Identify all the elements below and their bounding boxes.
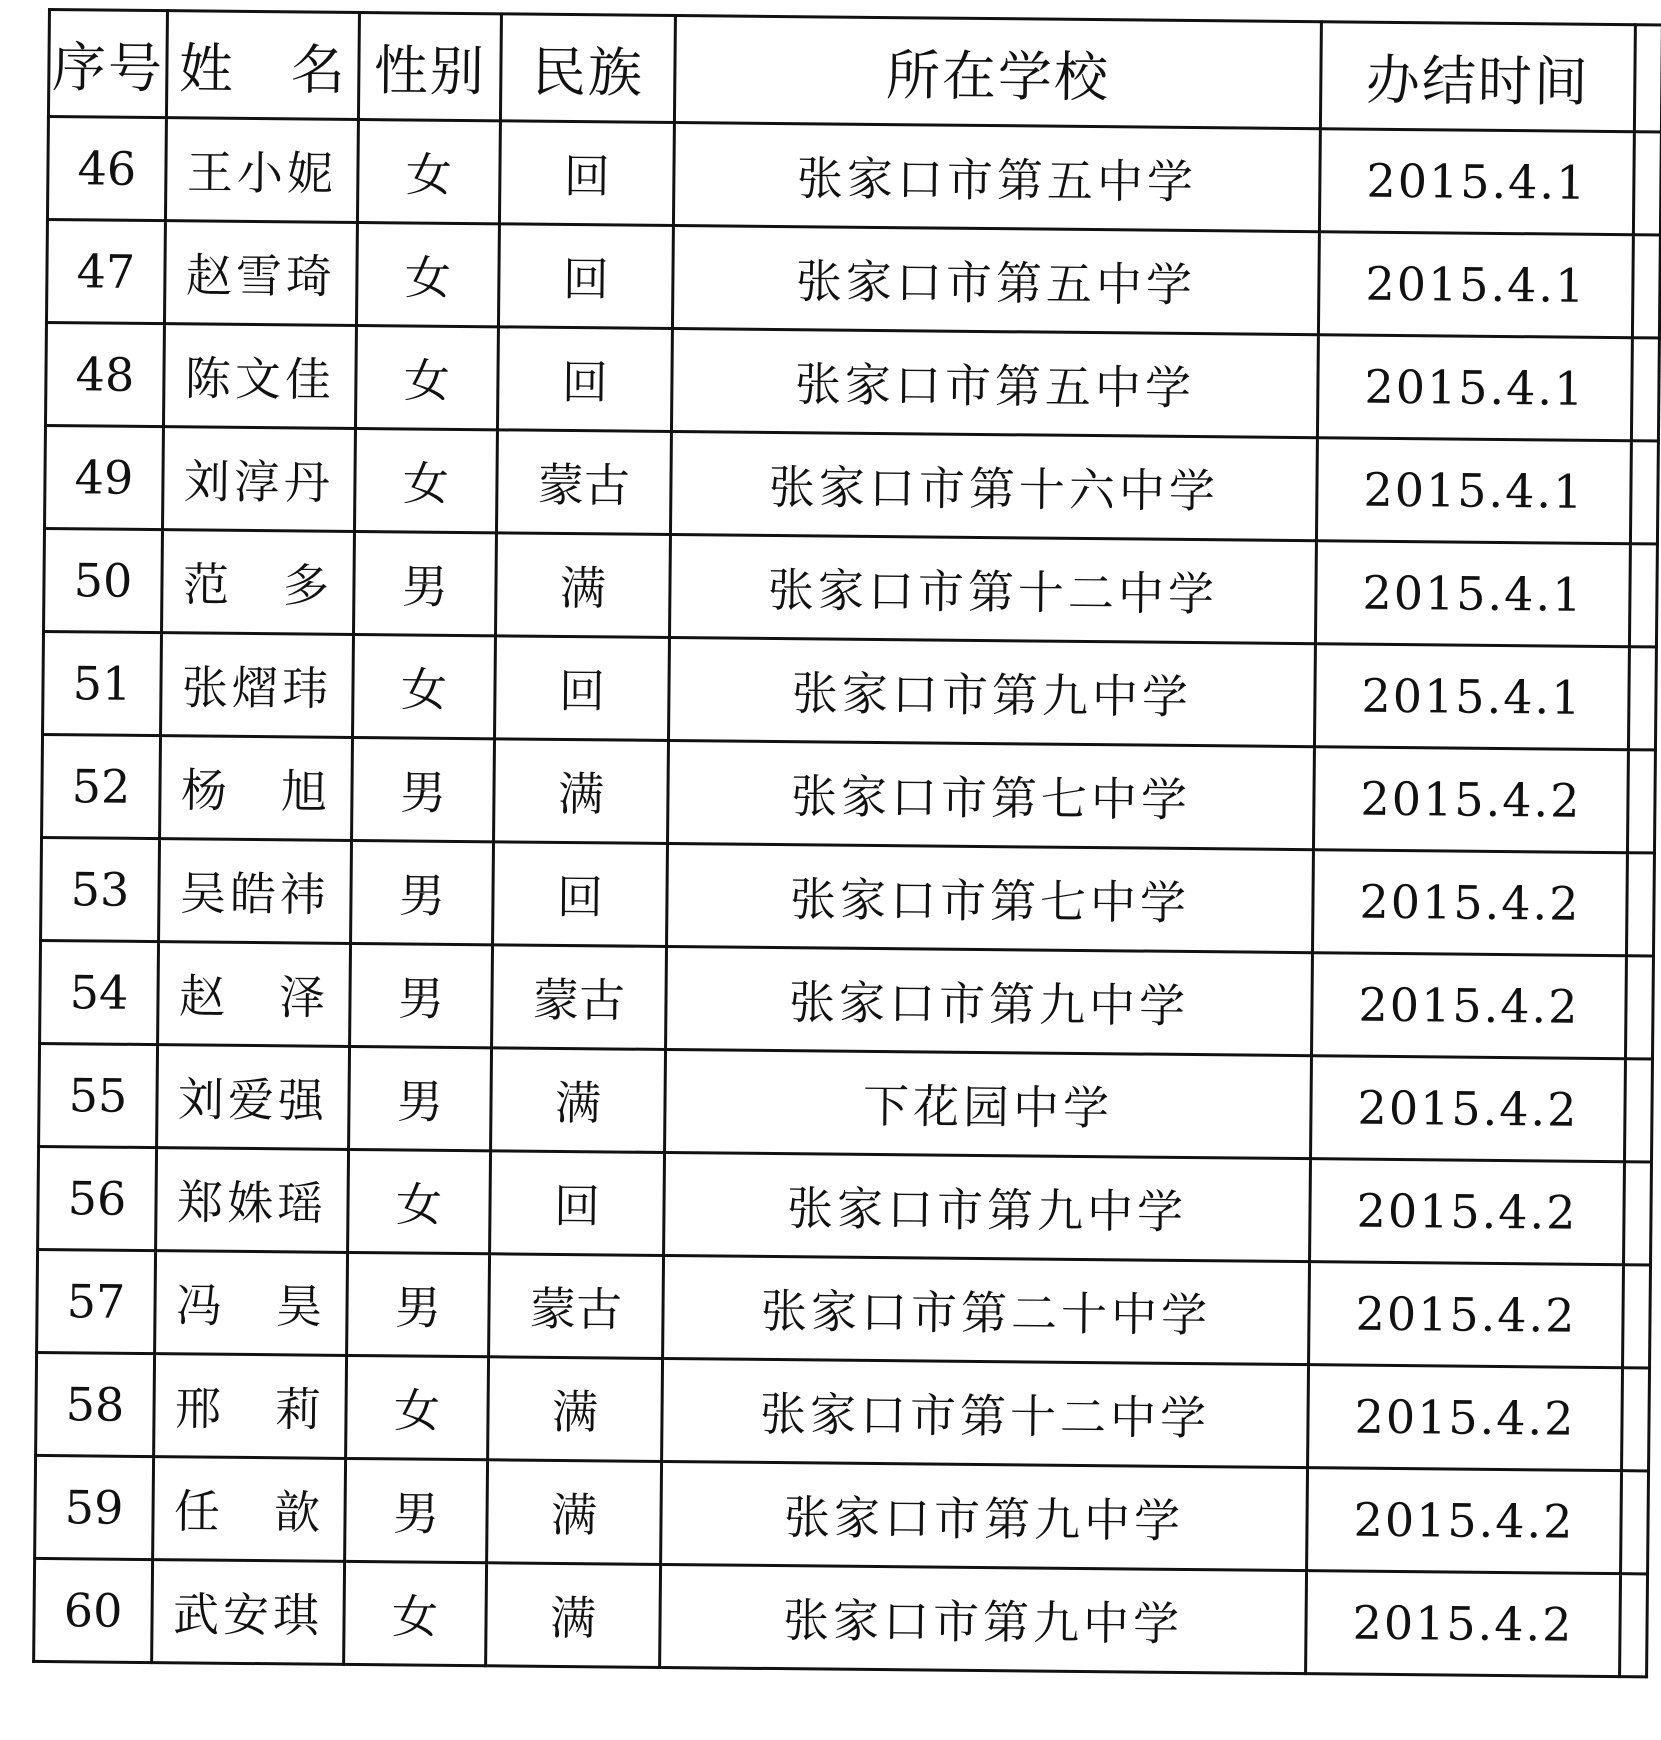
name-cell: 郑姝瑶 [156, 1148, 349, 1253]
name-cell: 杨 旭 [160, 736, 353, 841]
name-cell: 王小妮 [165, 118, 358, 223]
ethnicity-cell: 满 [486, 1563, 661, 1668]
table-row [36, 1352, 1650, 1470]
name-cell: 刘淳丹 [162, 427, 355, 532]
table-row [39, 1043, 1653, 1161]
header-row [48, 10, 1661, 132]
completion-date-cell: 2015.4.2 [1313, 747, 1628, 853]
ethnicity-cell: 蒙古 [496, 430, 671, 535]
completion-date-cell: 2015.4.2 [1306, 1571, 1621, 1677]
school-cell: 张家口市第五中学 [671, 329, 1318, 438]
table-row [47, 117, 1661, 235]
name-cell: 赵雪琦 [164, 221, 357, 326]
serial-number-cell: 49 [45, 425, 164, 529]
serial-number-cell: 60 [34, 1558, 153, 1662]
cut-off-column-cell [1623, 1265, 1651, 1368]
name-cell: 张熠玮 [161, 633, 354, 738]
cut-off-column-cell [1633, 132, 1661, 235]
header-school: 所在学校 [674, 16, 1321, 129]
school-cell: 张家口市第五中学 [673, 123, 1320, 232]
gender-cell: 女 [346, 1355, 489, 1459]
gender-cell: 女 [348, 1149, 491, 1253]
ethnicity-cell: 回 [495, 636, 670, 741]
serial-number-cell: 47 [46, 220, 165, 324]
school-cell: 张家口市第九中学 [664, 1152, 1311, 1261]
table-row [45, 322, 1659, 440]
serial-number-cell: 58 [36, 1352, 155, 1456]
name-cell: 任 歆 [153, 1457, 346, 1562]
gender-cell: 男 [351, 840, 494, 944]
ethnicity-cell: 满 [488, 1357, 663, 1462]
completion-date-cell: 2015.4.1 [1317, 335, 1632, 441]
serial-number-cell: 54 [40, 940, 159, 1044]
cut-off-column-cell [1620, 1574, 1648, 1677]
school-cell: 张家口市第九中学 [660, 1564, 1307, 1673]
ethnicity-cell: 满 [494, 739, 669, 844]
table-row [45, 425, 1659, 543]
gender-cell: 女 [357, 119, 500, 223]
header-cut-off-column [1634, 25, 1661, 132]
completion-date-cell: 2015.4.2 [1311, 1056, 1626, 1162]
cut-off-column-cell [1631, 338, 1659, 441]
ethnicity-cell: 回 [490, 1151, 665, 1256]
completion-date-cell: 2015.4.1 [1319, 129, 1634, 235]
completion-date-cell: 2015.4.2 [1310, 1159, 1625, 1265]
serial-number-cell: 56 [38, 1146, 157, 1250]
ethnicity-cell: 蒙古 [492, 945, 667, 1050]
table-row [38, 1146, 1652, 1264]
gender-cell: 男 [347, 1252, 490, 1356]
gender-cell: 女 [354, 428, 497, 532]
cut-off-column-cell [1625, 956, 1653, 1059]
name-cell: 冯 昊 [155, 1251, 348, 1356]
name-cell: 范 多 [162, 530, 355, 635]
serial-number-cell: 51 [43, 631, 162, 735]
table-row [43, 631, 1657, 749]
gender-cell: 女 [356, 222, 499, 326]
completion-date-cell: 2015.4.2 [1312, 953, 1627, 1059]
ethnicity-cell: 回 [497, 327, 672, 432]
serial-number-cell: 50 [44, 528, 163, 632]
table-row [34, 1558, 1648, 1676]
ethnicity-cell: 满 [495, 533, 670, 638]
gender-cell: 女 [344, 1561, 487, 1665]
completion-date-cell: 2015.4.2 [1312, 850, 1627, 956]
ethnicity-cell: 回 [499, 121, 674, 226]
school-cell: 张家口市第七中学 [667, 843, 1314, 952]
school-cell: 张家口市第二十中学 [663, 1255, 1310, 1364]
school-cell: 张家口市第五中学 [672, 226, 1319, 335]
completion-date-cell: 2015.4.2 [1308, 1365, 1623, 1471]
serial-number-cell: 52 [42, 734, 161, 838]
cut-off-column-cell [1630, 441, 1658, 544]
name-cell: 刘爱强 [157, 1045, 350, 1150]
header-gender: 性别 [358, 12, 501, 120]
completion-date-cell: 2015.4.2 [1307, 1468, 1622, 1574]
cut-off-column-cell [1626, 853, 1654, 956]
serial-number-cell: 57 [37, 1249, 156, 1353]
cut-off-column-cell [1629, 544, 1657, 647]
cut-off-column-cell [1632, 235, 1660, 338]
serial-number-cell: 59 [35, 1455, 154, 1559]
cut-off-column-cell [1628, 647, 1656, 750]
cut-off-column-cell [1624, 1059, 1652, 1162]
school-cell: 下花园中学 [665, 1049, 1312, 1158]
gender-cell: 男 [349, 1046, 492, 1150]
serial-number-cell: 46 [47, 117, 166, 221]
cut-off-column-cell [1627, 750, 1655, 853]
header-name: 姓 名 [166, 11, 359, 120]
ethnicity-cell: 回 [498, 224, 673, 329]
name-cell: 陈文佳 [163, 324, 356, 429]
ethnicity-cell: 蒙古 [489, 1254, 664, 1359]
header-ethnicity: 民族 [500, 14, 675, 123]
ethnicity-cell: 回 [493, 842, 668, 947]
serial-number-cell: 48 [45, 322, 164, 426]
gender-cell: 男 [352, 737, 495, 841]
header-completion-date: 办结时间 [1320, 22, 1635, 132]
school-cell: 张家口市第九中学 [666, 946, 1313, 1055]
table-row [46, 220, 1660, 338]
serial-number-cell: 55 [39, 1043, 158, 1147]
school-cell: 张家口市第七中学 [668, 740, 1315, 849]
header-serial-number: 序号 [48, 10, 167, 118]
table-row [37, 1249, 1651, 1367]
roster-body [34, 117, 1661, 1677]
school-cell: 张家口市第十二中学 [669, 534, 1316, 643]
gender-cell: 女 [355, 325, 498, 429]
gender-cell: 男 [354, 531, 497, 635]
name-cell: 邢 莉 [154, 1354, 347, 1459]
school-cell: 张家口市第十二中学 [662, 1358, 1309, 1467]
completion-date-cell: 2015.4.1 [1316, 438, 1631, 544]
name-cell: 赵 泽 [158, 942, 351, 1047]
gender-cell: 男 [345, 1458, 488, 1562]
table-row [42, 734, 1656, 852]
school-cell: 张家口市第十六中学 [670, 432, 1317, 541]
school-cell: 张家口市第九中学 [661, 1461, 1308, 1570]
completion-date-cell: 2015.4.1 [1314, 644, 1629, 750]
gender-cell: 女 [353, 634, 496, 738]
cut-off-column-cell [1622, 1368, 1650, 1471]
table-row [41, 837, 1655, 955]
completion-date-cell: 2015.4.1 [1315, 541, 1630, 647]
name-cell: 吴皓祎 [159, 839, 352, 944]
name-cell: 武安琪 [152, 1560, 345, 1665]
school-cell: 张家口市第九中学 [668, 637, 1315, 746]
student-roster-table [32, 8, 1661, 1678]
gender-cell: 男 [350, 943, 493, 1047]
completion-date-cell: 2015.4.1 [1318, 232, 1633, 338]
cut-off-column-cell [1624, 1162, 1652, 1265]
table-row [35, 1455, 1649, 1573]
completion-date-cell: 2015.4.2 [1309, 1262, 1624, 1368]
serial-number-cell: 53 [41, 837, 160, 941]
cut-off-column-cell [1621, 1471, 1649, 1574]
table-row [40, 940, 1654, 1058]
table-row [44, 528, 1658, 646]
ethnicity-cell: 满 [487, 1460, 662, 1565]
ethnicity-cell: 满 [491, 1048, 666, 1153]
